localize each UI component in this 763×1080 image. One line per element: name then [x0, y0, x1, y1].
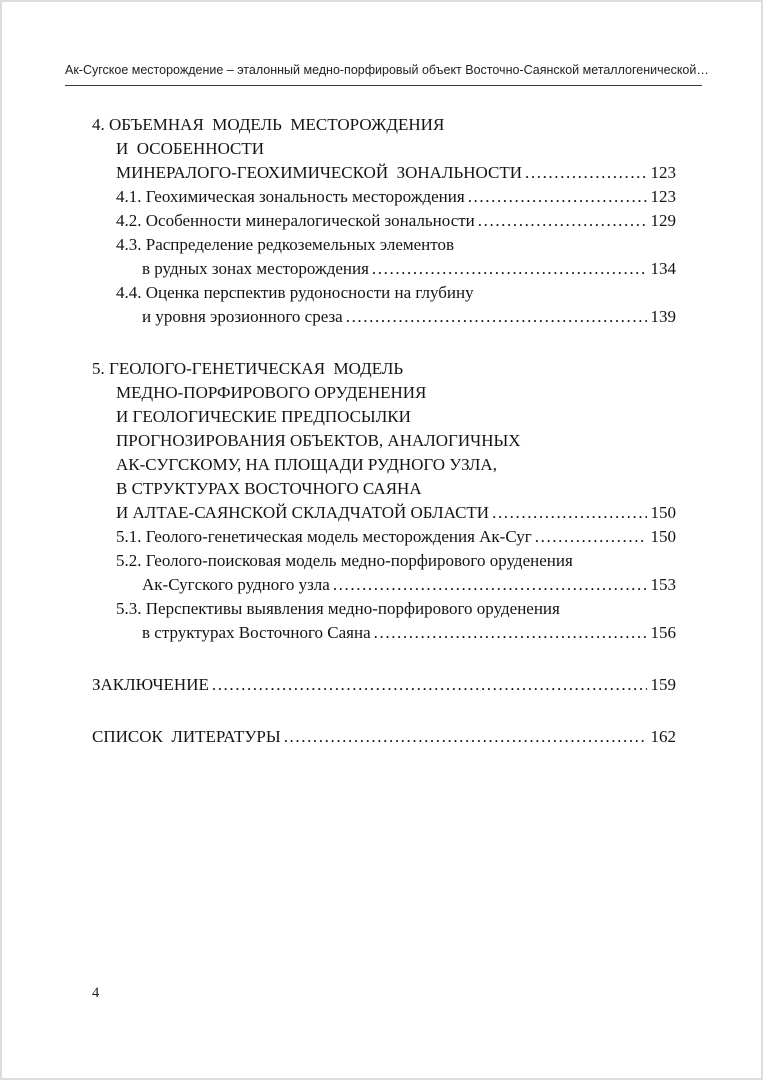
dot-leader: [535, 525, 647, 549]
dot-leader: [346, 305, 647, 329]
toc-page-number: 123: [650, 163, 676, 182]
toc-text: и уровня эрозионного среза: [142, 307, 343, 326]
toc-page-number: 159: [650, 675, 676, 694]
toc-text: И ГЕОЛОГИЧЕСКИЕ ПРЕДПОСЫЛКИ: [116, 407, 411, 426]
toc-line: [92, 549, 676, 573]
dot-leader: [492, 501, 646, 525]
toc-page-number: 134: [650, 259, 676, 278]
toc-text: 4.1. Геохимическая зональность месторождения: [116, 187, 465, 206]
toc-line: [92, 209, 676, 233]
toc-line: [92, 185, 676, 209]
toc-text: в структурах Восточного Саяна: [142, 623, 371, 642]
toc-text: ЗАКЛЮЧЕНИЕ: [92, 675, 209, 694]
toc-text: АК-СУГСКОМУ, НА ПЛОЩАДИ РУДНОГО УЗЛА,: [116, 455, 497, 474]
toc-entry-zakliuchenie: [92, 673, 676, 697]
toc-page-number: 139: [650, 307, 676, 326]
toc-line: [92, 525, 676, 549]
toc-line: [92, 405, 676, 429]
toc-text: И АЛТАЕ-САЯНСКОЙ СКЛАДЧАТОЙ ОБЛАСТИ: [116, 503, 490, 522]
footer-page-number: 4: [92, 985, 100, 1001]
toc-text: 5.3. Перспективы выявления медно-порфирового оруденения: [116, 599, 560, 618]
dot-leader: [478, 209, 647, 233]
toc-entry-chapter-5: [92, 357, 676, 525]
toc-line: [92, 573, 676, 597]
toc-page-number: 123: [650, 187, 676, 206]
toc-text: МИНЕРАЛОГО-ГЕОХИМИЧЕСКОЙ ЗОНАЛЬНОСТИ: [116, 163, 523, 182]
toc-text: В СТРУКТУРАХ ВОСТОЧНОГО САЯНА: [116, 479, 422, 498]
toc-line: [92, 233, 676, 257]
toc-entry-section-4-3: [92, 233, 676, 281]
toc-entry-section-5-3: [92, 597, 676, 645]
toc-text: МЕДНО-ПОРФИРОВОГО ОРУДЕНЕНИЯ: [116, 383, 427, 402]
toc-text: 4.2. Особенности минералогической зональности: [116, 211, 475, 230]
toc-line: [92, 621, 676, 645]
toc-text: Ак-Сугского рудного узла: [142, 575, 330, 594]
toc-text: 5.1. Геолого-генетическая модель месторождения Ак-Суг: [116, 527, 532, 546]
toc-entry-spisok-literatury: [92, 725, 676, 749]
toc-text: СПИСОК ЛИТЕРАТУРЫ: [92, 727, 281, 746]
table-of-contents: [92, 113, 676, 749]
toc-line: [92, 113, 676, 137]
toc-line: [92, 357, 676, 381]
toc-text: в рудных зонах месторождения: [142, 259, 369, 278]
toc-entry-chapter-4: [92, 113, 676, 185]
toc-text: И ОСОБЕННОСТИ: [116, 139, 265, 158]
dot-leader: [468, 185, 647, 209]
dot-leader: [372, 257, 647, 281]
dot-leader: [333, 573, 647, 597]
toc-text: 5. ГЕОЛОГО-ГЕНЕТИЧЕСКАЯ МОДЕЛЬ: [92, 359, 404, 378]
toc-page-number: 162: [650, 727, 676, 746]
toc-entry-section-5-1: [92, 525, 676, 549]
toc-text: 4. ОБЪЕМНАЯ МОДЕЛЬ МЕСТОРОЖДЕНИЯ: [92, 115, 445, 134]
toc-line: [92, 477, 676, 501]
toc-text: ПРОГНОЗИРОВАНИЯ ОБЪЕКТОВ, АНАЛОГИЧНЫХ: [116, 431, 521, 450]
dot-leader: [525, 161, 646, 185]
toc-entry-section-4-2: [92, 209, 676, 233]
dot-leader: [374, 621, 647, 645]
toc-entry-section-4-1: [92, 185, 676, 209]
toc-text: 5.2. Геолого-поисковая модель медно-порфирового оруденения: [116, 551, 573, 570]
toc-line: [92, 453, 676, 477]
toc-line: [92, 257, 676, 281]
toc-line: [92, 381, 676, 405]
toc-line: [92, 161, 676, 185]
dot-leader: [284, 725, 647, 749]
toc-line: [92, 673, 676, 697]
dot-leader: [212, 673, 647, 697]
toc-line: [92, 429, 676, 453]
running-head-text: Ак-Сугское месторождение – эталонный медно-порфировый объект Восточно-Саянской металлогенической…: [65, 63, 709, 77]
toc-line: [92, 597, 676, 621]
toc-page-number: 153: [650, 575, 676, 594]
toc-entry-section-4-4: [92, 281, 676, 329]
toc-line: [92, 501, 676, 525]
toc-line: [92, 305, 676, 329]
toc-page-number: 129: [650, 211, 676, 230]
toc-page-number: 156: [650, 623, 676, 642]
page-footer: [92, 985, 99, 1002]
toc-line: [92, 725, 676, 749]
toc-entry-section-5-2: [92, 549, 676, 597]
running-head-rule: [65, 85, 702, 86]
toc-page-number: 150: [650, 503, 676, 522]
toc-line: [92, 137, 676, 161]
toc-page-number: 150: [650, 527, 676, 546]
running-head: [65, 62, 709, 86]
toc-text: 4.3. Распределение редкоземельных элементов: [116, 235, 455, 254]
toc-text: 4.4. Оценка перспектив рудоносности на глубину: [116, 283, 474, 302]
toc-line: [92, 281, 676, 305]
